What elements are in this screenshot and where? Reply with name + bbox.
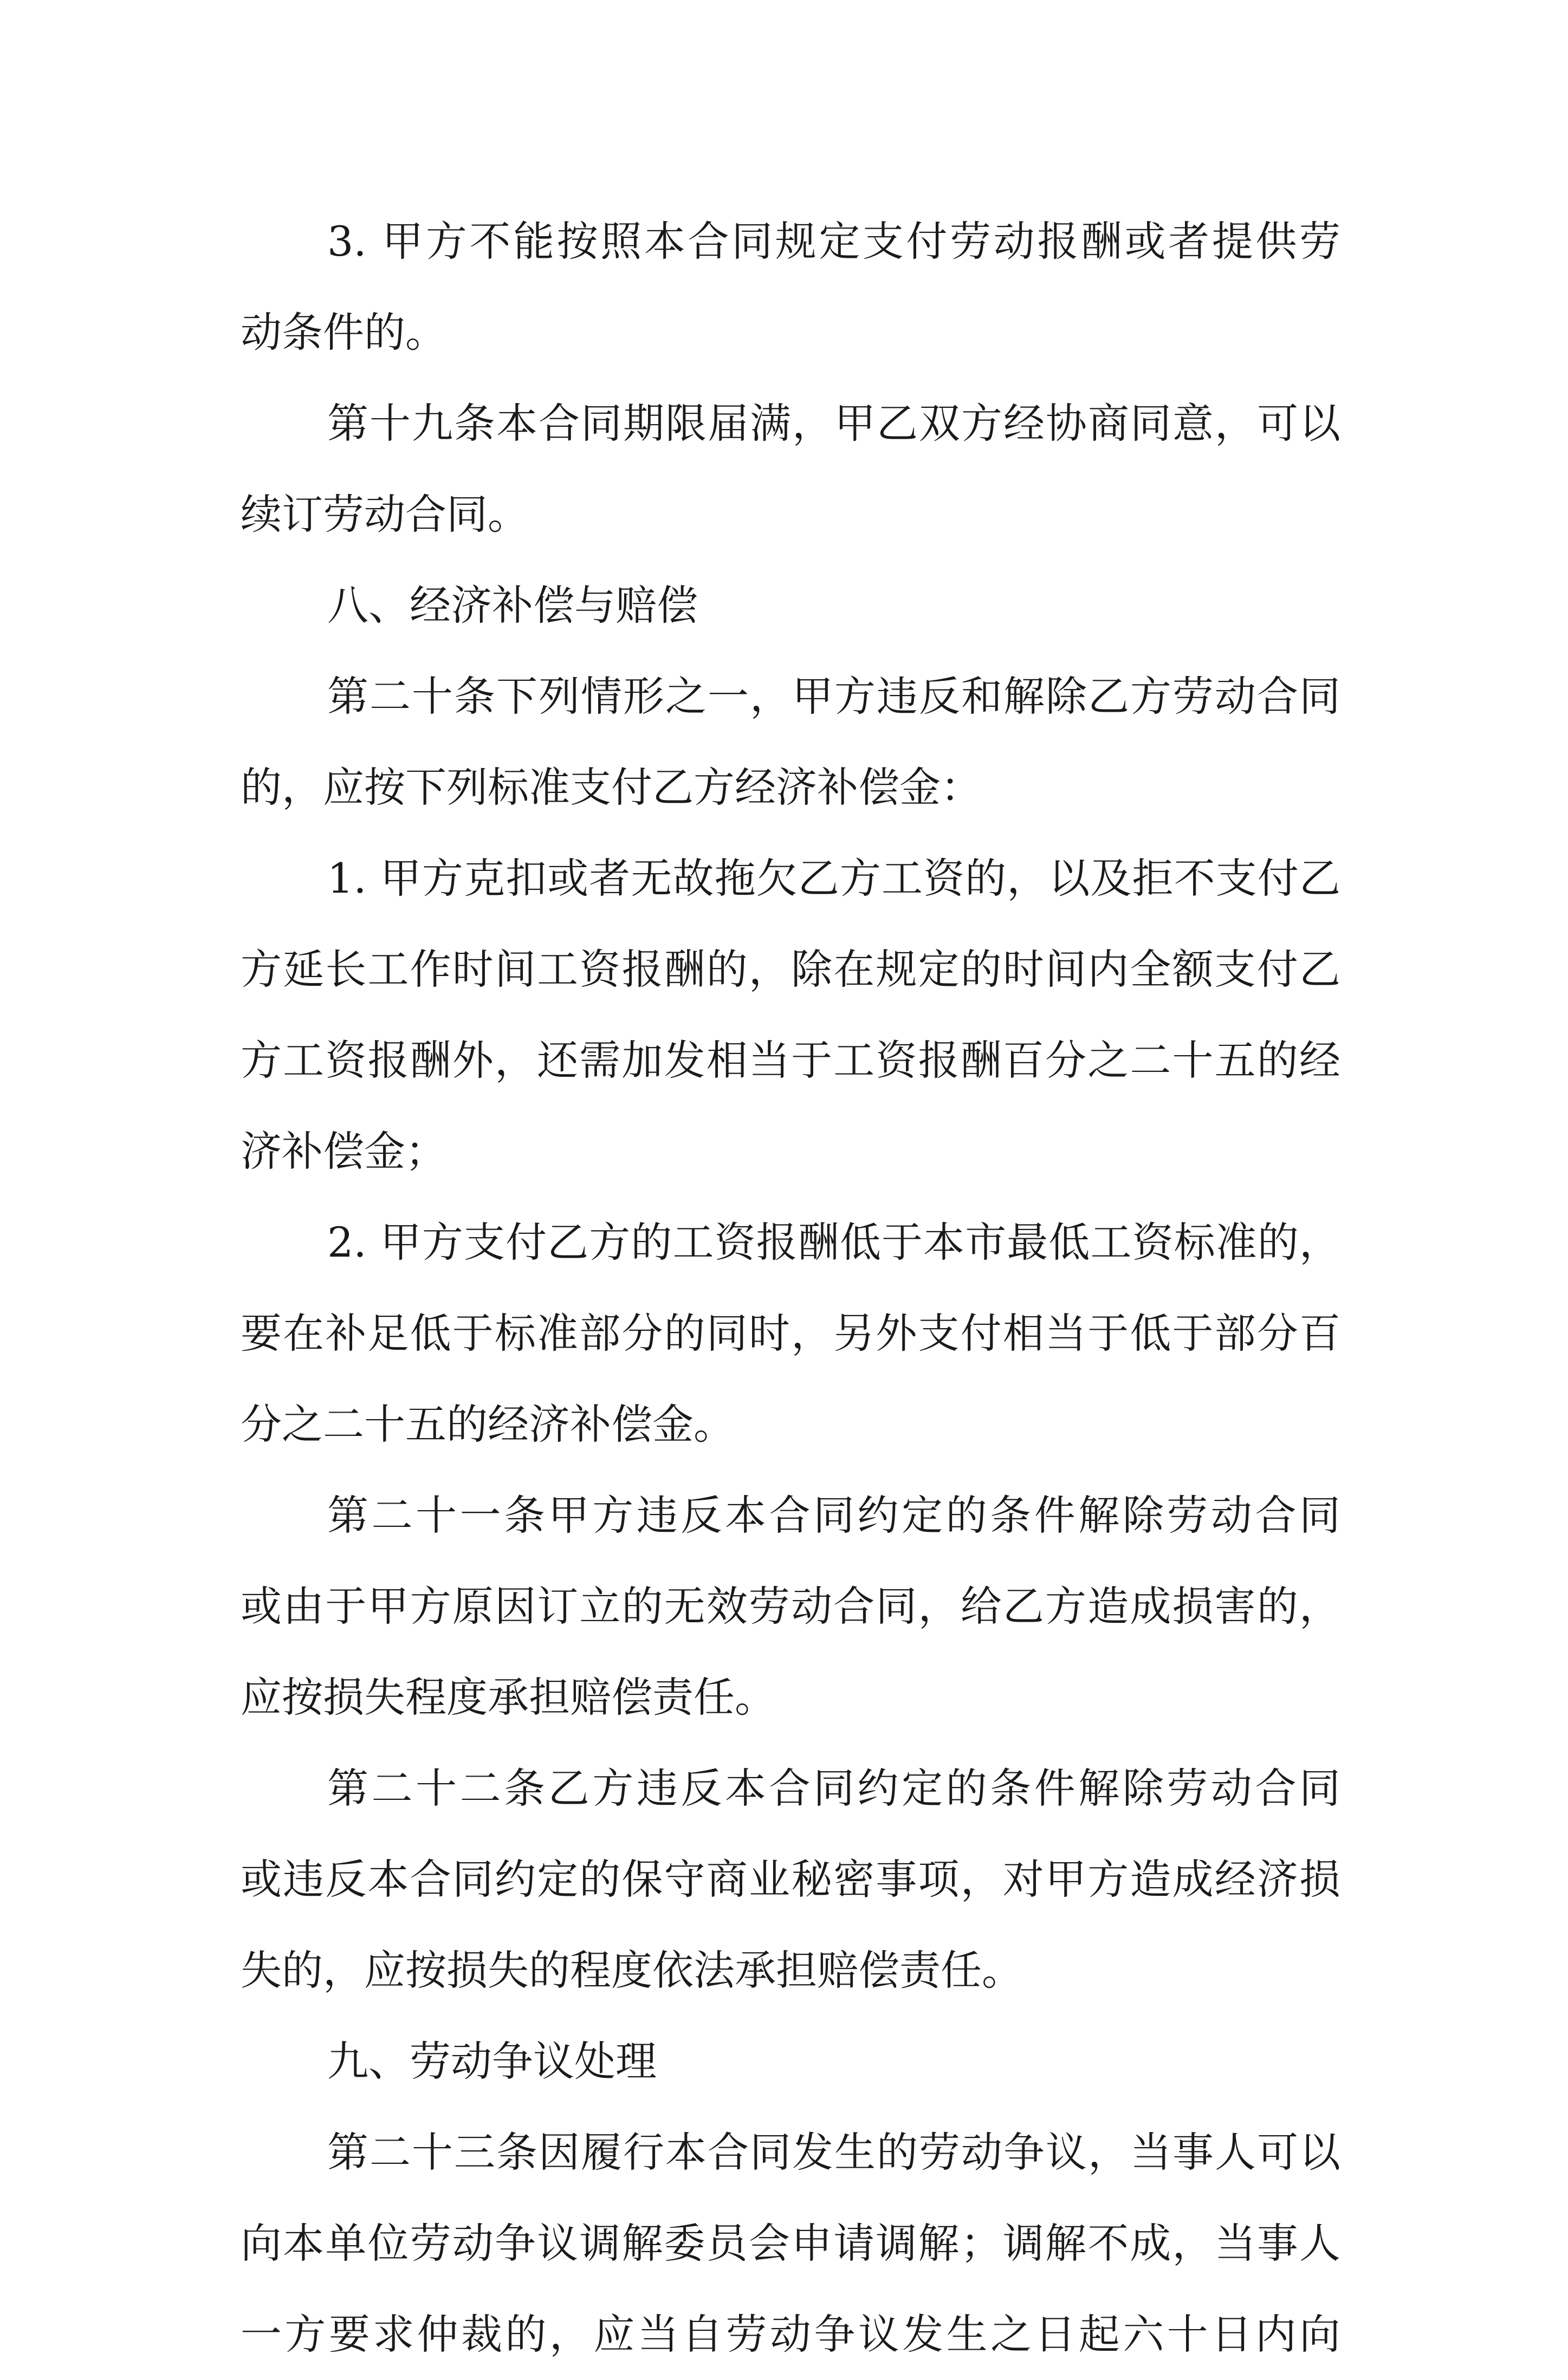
document-body — [241, 196, 1340, 2380]
section-heading: 八、经济补偿与赔偿 — [327, 581, 698, 629]
text-line: 1. 甲方克扣或者无故拖欠乙方工资的，以及拒不支付乙 — [327, 854, 1340, 902]
text-line: 要在补足低于标准部分的同时，另外支付相当于低于部分百 — [241, 1309, 1340, 1357]
text-line: 第二十二条乙方违反本合同约定的条件解除劳动合同 — [327, 1764, 1340, 1812]
text-line: 一方要求仲裁的，应当自劳动争议发生之日起六十日内向 — [241, 2310, 1340, 2358]
text-line: 向本单位劳动争议调解委员会申请调解；调解不成，当事人 — [241, 2219, 1340, 2267]
text-line: 失的，应按损失的程度依法承担赔偿责任。 — [241, 1946, 1023, 1994]
section-heading: 九、劳动争议处理 — [327, 2037, 657, 2085]
text-line: 2. 甲方支付乙方的工资报酬低于本市最低工资标准的， — [327, 1218, 1340, 1266]
text-line: 或由于甲方原因订立的无效劳动合同，给乙方造成损害的， — [241, 1582, 1340, 1630]
text-line: 的，应按下列标准支付乙方经济补偿金： — [241, 763, 982, 811]
text-line: 方工资报酬外，还需加发相当于工资报酬百分之二十五的经 — [241, 1036, 1340, 1084]
text-line: 第二十一条甲方违反本合同约定的条件解除劳动合同 — [327, 1491, 1340, 1539]
text-line: 济补偿金； — [241, 1127, 446, 1175]
text-line: 分之二十五的经济补偿金。 — [241, 1400, 735, 1448]
text-line: 3. 甲方不能按照本合同规定支付劳动报酬或者提供劳 — [327, 217, 1340, 265]
text-line: 第二十条下列情形之一，甲方违反和解除乙方劳动合同 — [327, 672, 1340, 720]
text-line: 第二十三条因履行本合同发生的劳动争议，当事人可以 — [327, 2128, 1340, 2176]
text-line: 或违反本合同约定的保守商业秘密事项，对甲方造成经济损 — [241, 1855, 1340, 1903]
text-line: 续订劳动合同。 — [241, 490, 529, 538]
text-line: 动条件的。 — [241, 308, 446, 356]
text-line: 第十九条本合同期限届满，甲乙双方经协商同意，可以 — [327, 399, 1340, 447]
text-line: 应按损失程度承担赔偿责任。 — [241, 1673, 776, 1721]
text-line: 方延长工作时间工资报酬的，除在规定的时间内全额支付乙 — [241, 945, 1340, 993]
